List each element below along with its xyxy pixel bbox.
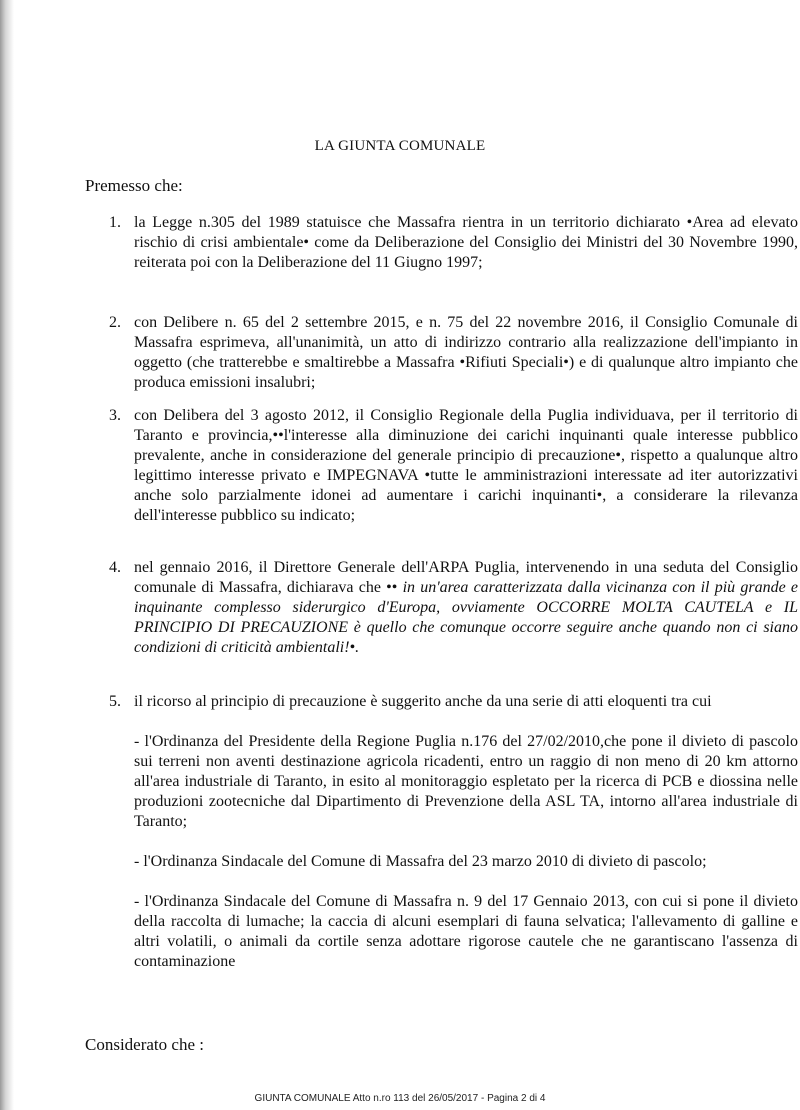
document-title: LA GIUNTA COMUNALE — [314, 138, 486, 154]
item-text-plain: nel gennaio 2016, il Direttore Generale dell'ARPA Puglia, intervenendo in una seduta del Consiglio comunale di Massafra, dichiarava che •• — [134, 559, 798, 596]
item-number: 1. — [109, 214, 121, 231]
premise-heading: Premesso che: — [85, 176, 183, 195]
sub-item-2: - l'Ordinanza Sindacale del Comune di Massafra del 23 marzo 2010 di divieto di pascolo; — [134, 853, 707, 870]
item-text: la Legge n.305 del 1989 statuisce che Massafra rientra in un territorio dichiarato •Area ad elevato rischio di crisi ambientale• come da Deliberazione del Consiglio dei Ministri del 30 Novembre 1990, reiterata poi con la Deliberazione del 11 Giugno 1997; — [134, 214, 798, 271]
item-text — [134, 558, 798, 658]
item-number: 2. — [109, 314, 121, 331]
item-text: con Delibere n. 65 del 2 settembre 2015, e n. 75 del 22 novembre 2016, il Consiglio Comunale di Massafra esprimeva, all'unanimità, un atto di indirizzo contrario alla realizzazione dell'impianto in oggetto (che tratterebbe e smaltirebbe a Massafra •Rifiuti Speciali•) e di qualunque altro impianto che produca emissioni insalubri; — [134, 314, 798, 391]
considered-heading: Considerato che : — [85, 1035, 204, 1054]
item-number: 4. — [109, 559, 121, 576]
item-text-quote: in un'area caratterizzata dalla vicinanza con il più grande e inquinante complesso siderurgico d'Europa, ovviamente OCCORRE MOLTA CAUTELA e IL PRINCIPIO DI PRECAUZIONE è quello che comunque occorre seguire anche quando non ci siano condizioni di criticità ambientali!•. — [134, 579, 799, 656]
item-text: con Delibera del 3 agosto 2012, il Consiglio Regionale della Puglia individuava, per il territorio di Taranto e provincia,••l'interesse alla diminuzione dei carichi inquinanti quale interesse pubblico prevalente, anche in considerazione del generale principio di precauzione•, rispetto a qualunque altro legittimo interesse privato e IMPEGNAVA •tutte le amministrazioni interessate ad iter autorizzativi anche solo parzialmente idonei ad aumentare i carichi inquinanti•, a considerare la rilevanza dell'interesse pubblico su indicato; — [134, 407, 798, 524]
item-number: 5. — [109, 693, 121, 710]
item-intro: il ricorso al principio di precauzione è suggerito anche da una serie di atti eloquenti tra cui — [134, 693, 712, 710]
item-number: 3. — [109, 407, 121, 424]
item-text — [134, 692, 798, 972]
sub-item-3: - l'Ordinanza Sindacale del Comune di Massafra n. 9 del 17 Gennaio 2013, con cui si pone il divieto della raccolta di lumache; la caccia di alcuni esemplari di fauna selvatica; l'allevamento di galline e altri volatili, o animali da cortile senza adottare rigorose cautele che ne garantiscano l'assenza di contaminazione — [134, 893, 798, 970]
page-footer: GIUNTA COMUNALE Atto n.ro 113 del 26/05/2017 - Pagina 2 di 4 — [254, 1093, 546, 1104]
sub-item-1: - l'Ordinanza del Presidente della Regione Puglia n.176 del 27/02/2010,che pone il divieto di pascolo sui terreni non aventi destinazione agricola ricadenti, entro un raggio di non meno di 20 km attorno all'area industriale di Taranto, in esito al monitoraggio espletato per la ricerca di PCB e diossina nelle produzioni zootecniche dal Dipartimento di Prevenzione della ASL TA, intorno all'area industriale di Taranto; — [134, 733, 798, 830]
